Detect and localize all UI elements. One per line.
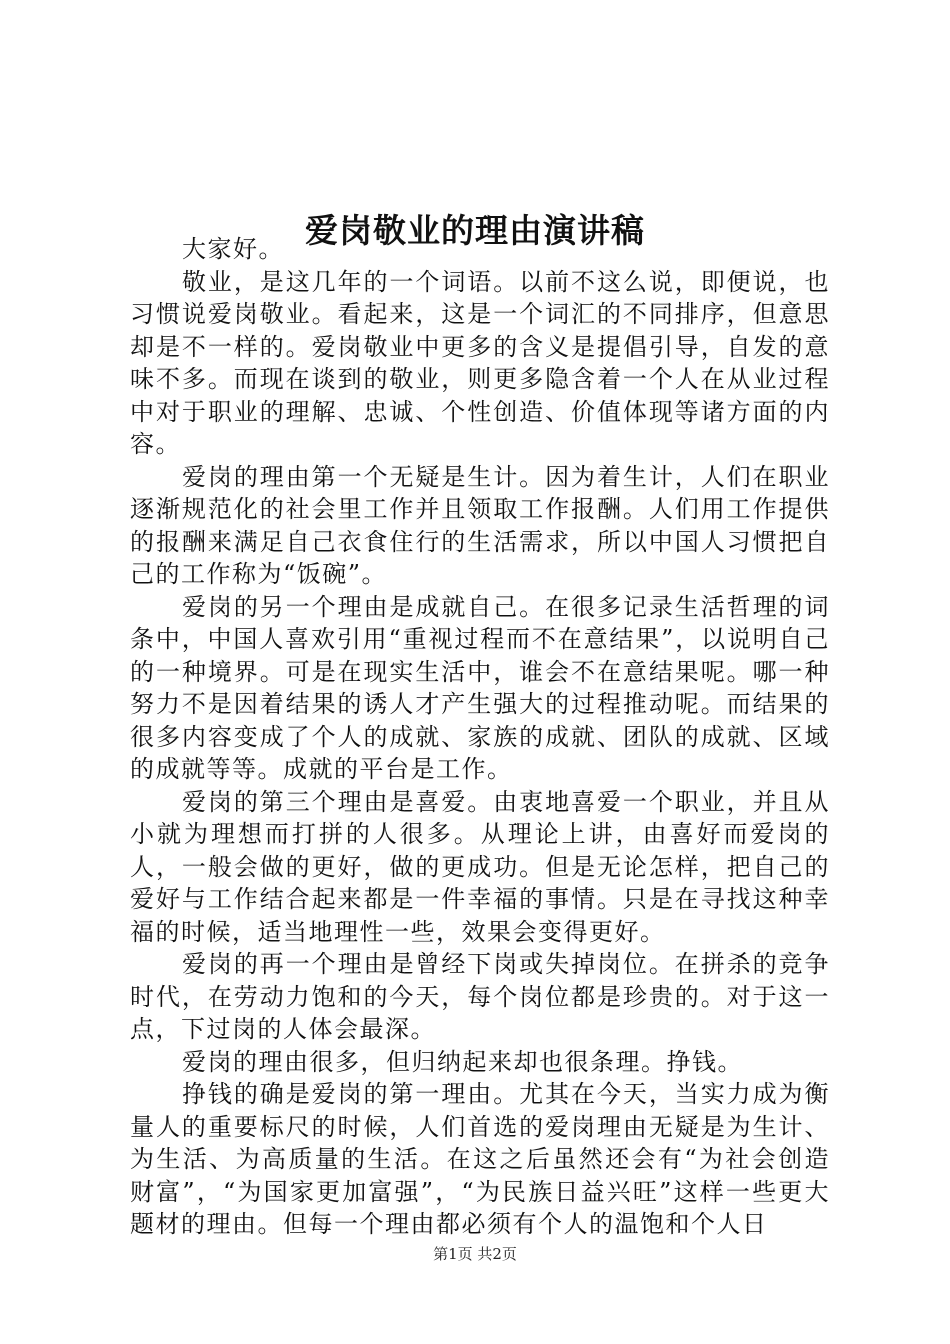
- page-footer: 第1页 共2页: [433, 1245, 517, 1263]
- document-body: [130, 233, 830, 1241]
- paragraph: 爱岗的理由第一个无疑是生计。因为着生计，人们在职业逐渐规范化的社会里工作并且领取工作报酬。人们用工作提供的报酬来满足自己衣食住行的生活需求，所以中国人习惯把自己的工作称为“饭碗”。: [130, 462, 830, 588]
- document-title: 爱岗敬业的理由演讲稿: [305, 211, 645, 251]
- paragraph: 爱岗的另一个理由是成就自己。在很多记录生活哲理的词条中，中国人喜欢引用“重视过程而不在意结果”，以说明自己的一种境界。可是在现实生活中，谁会不在意结果呢。哪一种努力不是因着结果的诱人才产生强大的过程推动呢。而结果的很多内容变成了个人的成就、家族的成就、团队的成就、区域的成就等等。成就的平台是工作。: [130, 592, 830, 783]
- paragraph: 敬业，是这几年的一个词语。以前不这么说，即便说，也习惯说爱岗敬业。看起来，这是一个词汇的不同排序，但意思却是不一样的。爱岗敬业中更多的含义是提倡引导，自发的意味不多。而现在谈到的敬业，则更多隐含着一个人在从业过程中对于职业的理解、忠诚、个性创造、价值体现等诸方面的内容。: [130, 267, 830, 458]
- paragraph: 大家好。: [182, 235, 284, 263]
- paragraph: 爱岗的理由很多，但归纳起来却也很条理。挣钱。: [182, 1047, 743, 1076]
- paragraph: 爱岗的再一个理由是曾经下岗或失掉岗位。在拼杀的竞争时代，在劳动力饱和的今天，每个岗位都是珍贵的。对于这一点，下过岗的人体会最深。: [130, 950, 830, 1043]
- paragraph: 爱岗的第三个理由是喜爱。由衷地喜爱一个职业，并且从小就为理想而打拼的人很多。从理论上讲，由喜好而爱岗的人，一般会做的更好，做的更成功。但是无论怎样，把自己的爱好与工作结合起来都是一件幸福的事情。只是在寻找这种幸福的时候，适当地理性一些，效果会变得更好。: [130, 787, 830, 946]
- paragraph: 挣钱的确是爱岗的第一理由。尤其在今天，当实力成为衡量人的重要标尺的时候，人们首选的爱岗理由无疑是为生计、为生活、为高质量的生活。在这之后虽然还会有“为社会创造财富”，“为国家更加富强”，“为民族日益兴旺”这样一些更大题材的理由。但每一个理由都必须有个人的温饱和个人日: [130, 1080, 830, 1238]
